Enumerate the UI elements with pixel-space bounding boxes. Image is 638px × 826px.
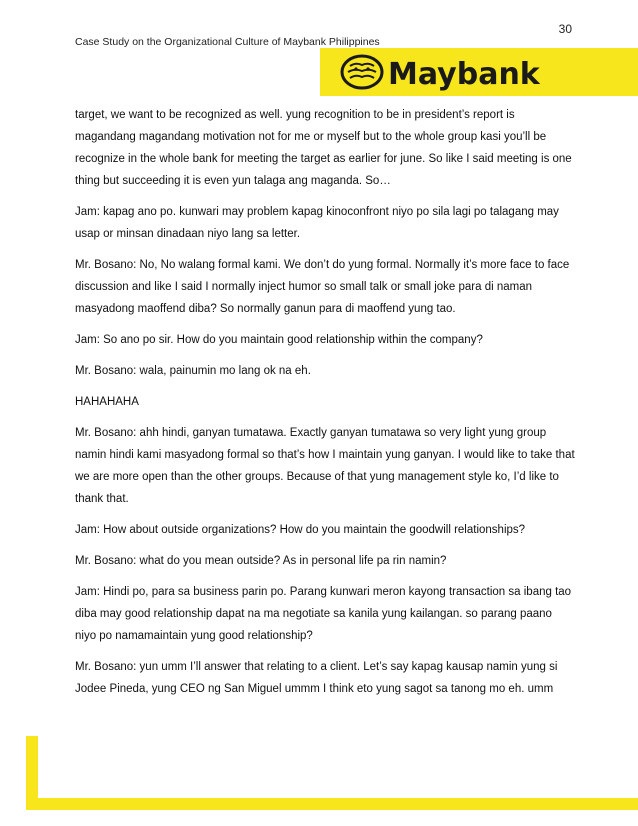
paragraph: Jam: Hindi po, para sa business parin po. Parang kunwari meron kayong transaction sa ibang tao diba may good relationship dapat na ma negotiate sa kanila yung kailangan. so parang paano niyo po namamaintain yung good relationship? <box>75 586 572 642</box>
tiger-emblem-icon <box>342 56 382 88</box>
paragraph: Mr. Bosano: what do you mean outside? As in personal life pa rin namin? <box>75 555 447 567</box>
header-title: Case Study on the Organizational Culture of Maybank Philippines <box>75 36 380 48</box>
page-number: 30 <box>558 22 572 36</box>
logo-wordmark: Maybank <box>388 57 540 92</box>
paragraph: target, we want to be recognized as well. yung recognition to be in president’s report is magandang magandang motivation not for me or myself but to the whole group kasi you’ll be recognize in the whole bank for meeting the target as earlier for june. So like I said meeting is one thing but succeeding it is even yun talaga ang maganda. So… <box>75 109 572 187</box>
paragraph: Mr. Bosano: ahh hindi, ganyan tumatawa. Exactly ganyan tumatawa so very light yung group namin hindi kami masyadong formal so that’s how I maintain yung ganyan. I would like to take that we are more open than the other groups. Because of that yung management style ko, I’d like to thank that. <box>75 427 575 505</box>
paragraph: Jam: How about outside organizations? How do you maintain the goodwill relationships? <box>75 524 526 536</box>
maybank-logo <box>338 50 598 94</box>
paragraph: Mr. Bosano: yun umm I’ll answer that relating to a client. Let’s say kapag kausap namin yung si Jodee Pineda, yung CEO ng San Miguel ummm I think eto yung sagot sa tanong mo eh. umm <box>75 661 558 695</box>
paragraph: Mr. Bosano: wala, painumin mo lang ok na eh. <box>75 365 311 377</box>
paragraph: HAHAHAHA <box>75 396 139 408</box>
paragraph: Jam: So ano po sir. How do you maintain good relationship within the company? <box>75 334 483 346</box>
body-text <box>75 104 575 709</box>
footer-bottom-bar <box>26 798 638 810</box>
paragraph: Jam: kapag ano po. kunwari may problem kapag kinoconfront niyo po sila lagi po talagang may usap or minsan dinadaan niyo lang sa letter. <box>75 206 559 240</box>
paragraph: Mr. Bosano: No, No walang formal kami. We don’t do yung formal. Normally it’s more face to face discussion and like I said I normally inject humor so small talk or small joke para di naman masyadong maoffend diba? So normally ganun para di maoffend yung tao. <box>75 259 570 315</box>
